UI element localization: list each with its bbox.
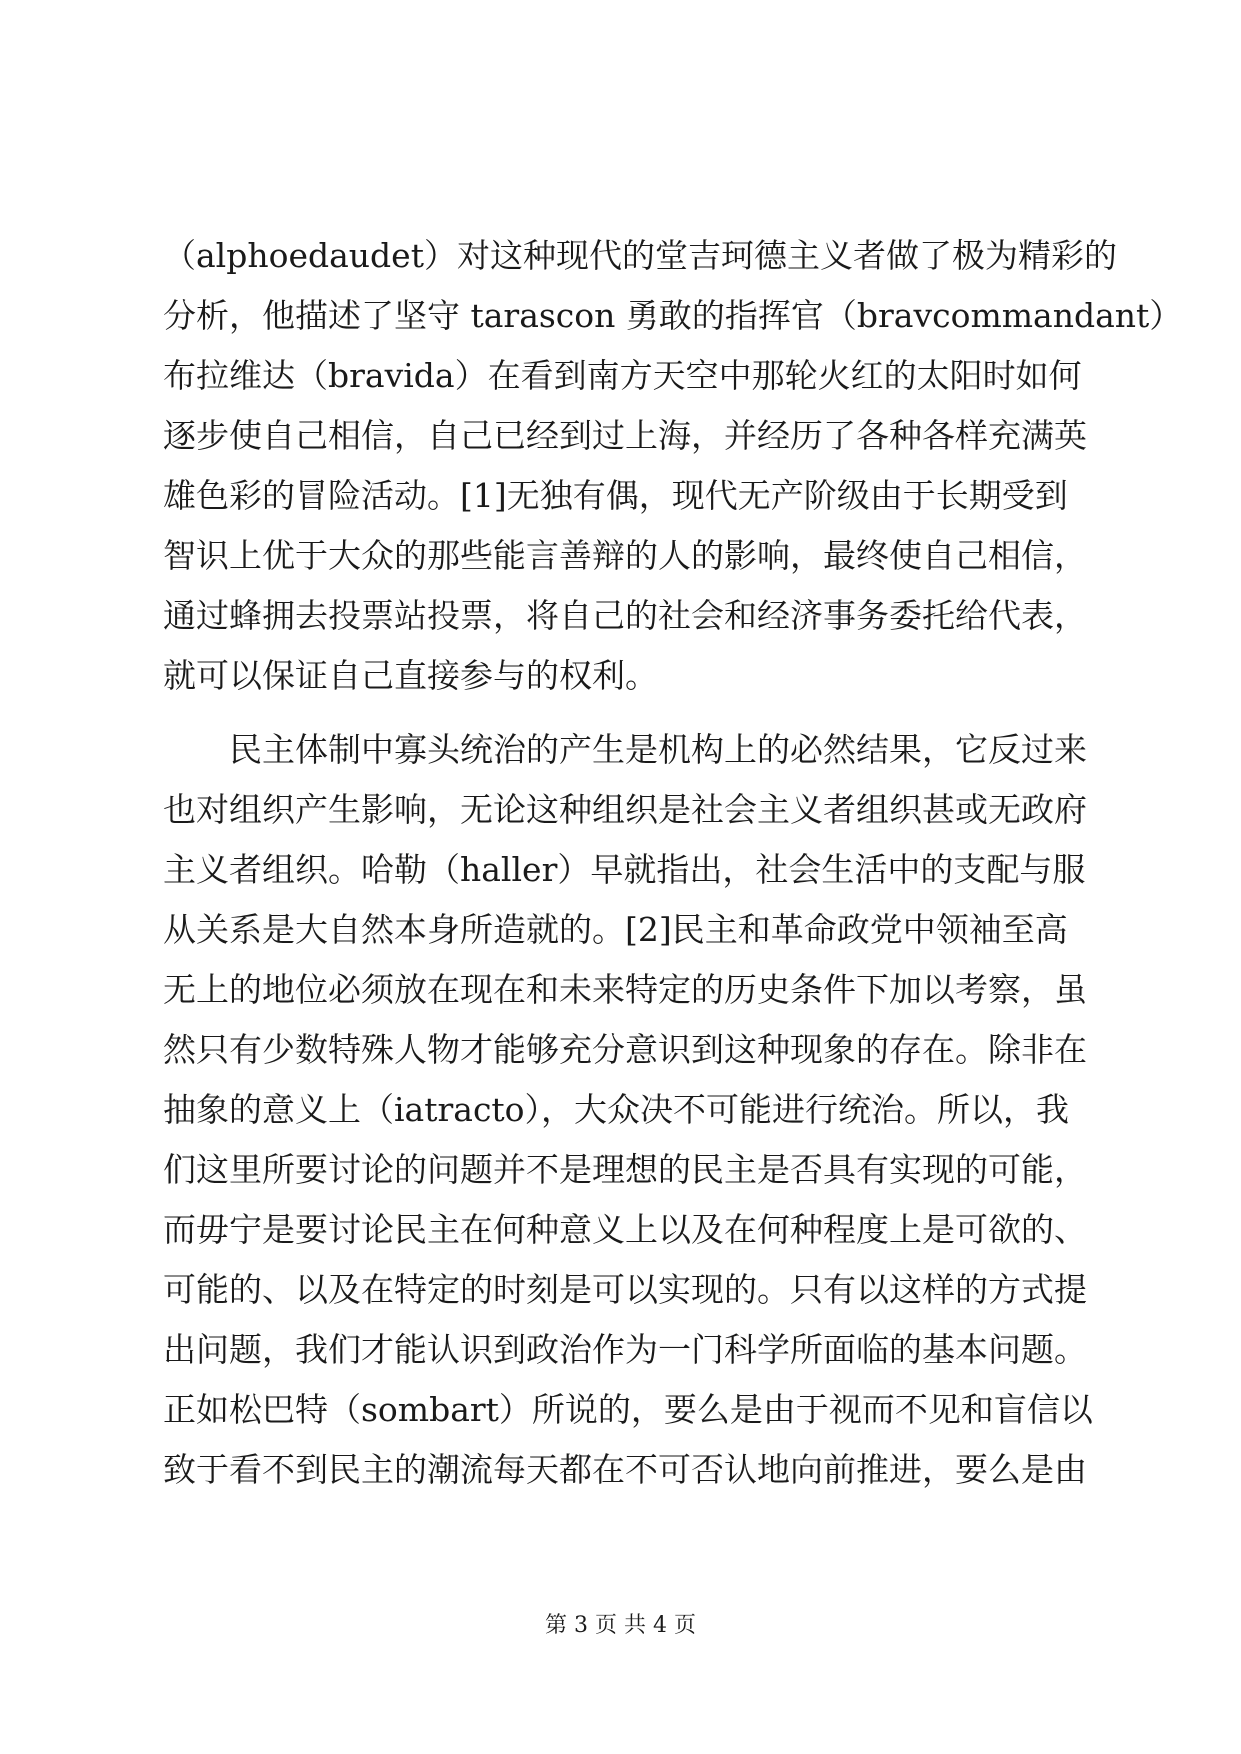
text-line: 民主体制中寡头统治的产生是机构上的必然结果，它反过来 bbox=[163, 730, 1087, 769]
paragraph bbox=[163, 226, 1183, 706]
paragraph bbox=[163, 720, 1093, 1500]
text-line: 分析，他描述了坚守 tarascon 勇敢的指挥官（bravcommandant） bbox=[163, 296, 1183, 335]
text-line: 出问题，我们才能认识到政治作为一门科学所面临的基本问题。 bbox=[163, 1330, 1087, 1369]
text-line: 致于看不到民主的潮流每天都在不可否认地向前推进，要么是由 bbox=[163, 1450, 1087, 1489]
text-line: 从关系是大自然本身所造就的。[2]民主和革命政党中领袖至高 bbox=[163, 910, 1068, 949]
paragraph-gap bbox=[163, 706, 1083, 720]
text-line: 就可以保证自己直接参与的权利。 bbox=[163, 656, 658, 695]
page-number-footer: 第 3 页 共 4 页 bbox=[545, 1613, 696, 1638]
text-line: 雄色彩的冒险活动。[1]无独有偶，现代无产阶级由于长期受到 bbox=[163, 476, 1068, 515]
text-line: 也对组织产生影响，无论这种组织是社会主义者组织甚或无政府 bbox=[163, 790, 1087, 829]
text-line: 逐步使自己相信，自己已经到过上海，并经历了各种各样充满英 bbox=[163, 416, 1087, 455]
text-line: 而毋宁是要讨论民主在何种意义上以及在何种程度上是可欲的、 bbox=[163, 1210, 1087, 1249]
text-line: 智识上优于大众的那些能言善辩的人的影响，最终使自己相信， bbox=[163, 536, 1087, 575]
text-line: 主义者组织。哈勒（haller）早就指出，社会生活中的支配与服 bbox=[163, 850, 1086, 889]
text-line: 正如松巴特（sombart）所说的，要么是由于视而不见和盲信以 bbox=[163, 1390, 1093, 1429]
text-line: 布拉维达（bravida）在看到南方天空中那轮火红的太阳时如何 bbox=[163, 356, 1082, 395]
text-line: 抽象的意义上（iatracto），大众决不可能进行统治。所以，我 bbox=[163, 1090, 1070, 1129]
body-text bbox=[163, 226, 1183, 1500]
text-line: 无上的地位必须放在现在和未来特定的历史条件下加以考察，虽 bbox=[163, 970, 1087, 1009]
text-line: （alphoedaudet）对这种现代的堂吉珂德主义者做了极为精彩的 bbox=[163, 236, 1117, 275]
text-line: 们这里所要讨论的问题并不是理想的民主是否具有实现的可能， bbox=[163, 1150, 1087, 1189]
text-line: 然只有少数特殊人物才能够充分意识到这种现象的存在。除非在 bbox=[163, 1030, 1087, 1069]
text-line: 通过蜂拥去投票站投票，将自己的社会和经济事务委托给代表， bbox=[163, 596, 1087, 635]
text-line: 可能的、以及在特定的时刻是可以实现的。只有以这样的方式提 bbox=[163, 1270, 1087, 1309]
